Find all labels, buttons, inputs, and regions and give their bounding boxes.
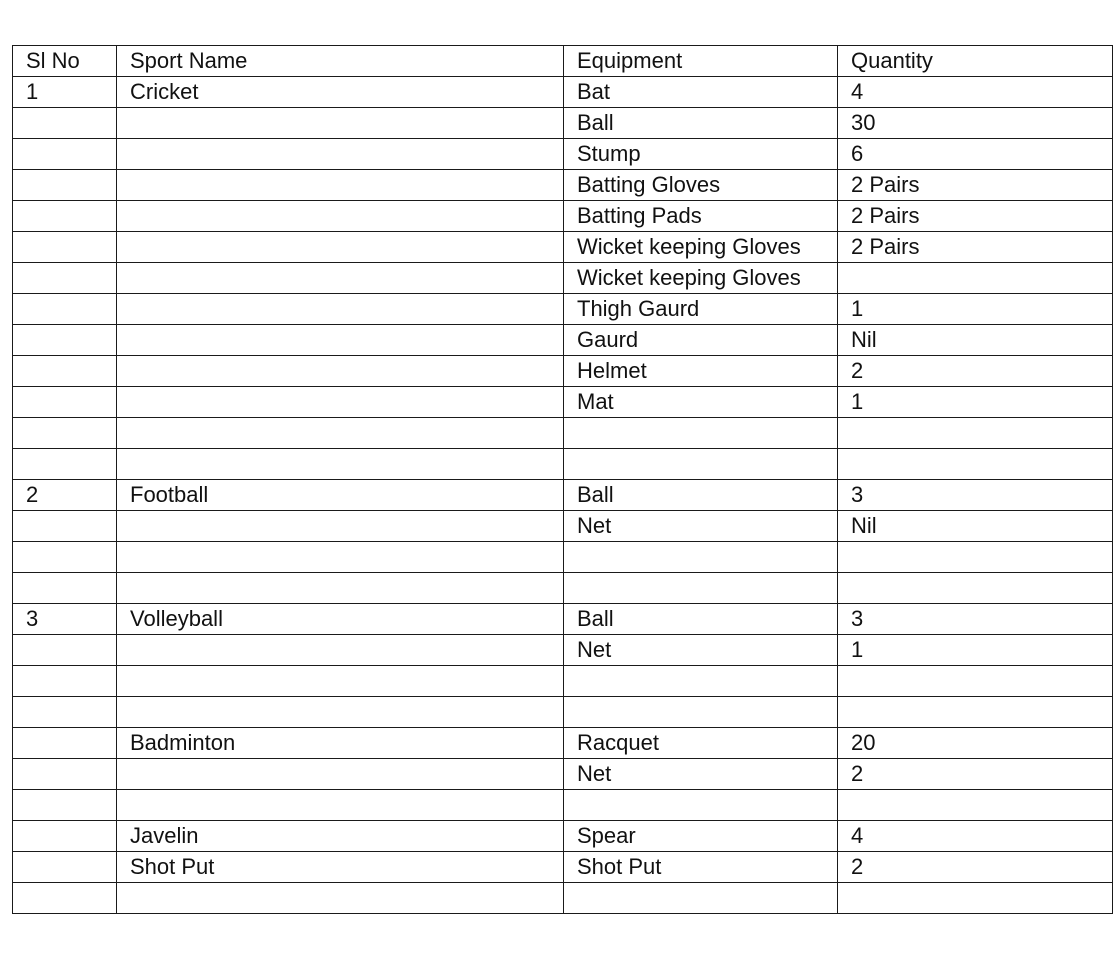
- cell-quantity: [838, 697, 1113, 728]
- cell-equipment: [564, 697, 838, 728]
- cell-sport-name: [117, 418, 564, 449]
- cell-sl-no: [13, 666, 117, 697]
- cell-equipment: Thigh Gaurd: [564, 294, 838, 325]
- equipment-sheet: [12, 45, 1113, 914]
- header-row: [13, 46, 1113, 77]
- cell-equipment: Wicket keeping Gloves: [564, 263, 838, 294]
- cell-sl-no: [13, 325, 117, 356]
- cell-quantity: 2 Pairs: [838, 232, 1113, 263]
- cell-equipment: Batting Gloves: [564, 170, 838, 201]
- cell-sport-name: [117, 790, 564, 821]
- cell-quantity: 3: [838, 604, 1113, 635]
- table-row: [13, 697, 1113, 728]
- cell-sl-no: [13, 418, 117, 449]
- table-body: [13, 77, 1113, 914]
- cell-quantity: 4: [838, 821, 1113, 852]
- cell-sl-no: [13, 511, 117, 542]
- cell-equipment: Racquet: [564, 728, 838, 759]
- table-row: [13, 170, 1113, 201]
- cell-quantity: 3: [838, 480, 1113, 511]
- cell-quantity: [838, 263, 1113, 294]
- table-row: [13, 480, 1113, 511]
- cell-quantity: 30: [838, 108, 1113, 139]
- header-sl-no: Sl No: [13, 46, 117, 77]
- cell-sport-name: [117, 201, 564, 232]
- cell-quantity: [838, 418, 1113, 449]
- cell-sl-no: [13, 449, 117, 480]
- cell-sl-no: [13, 201, 117, 232]
- cell-sl-no: [13, 573, 117, 604]
- cell-equipment: [564, 542, 838, 573]
- cell-sl-no: [13, 232, 117, 263]
- cell-sl-no: [13, 542, 117, 573]
- cell-quantity: 20: [838, 728, 1113, 759]
- cell-quantity: [838, 542, 1113, 573]
- cell-quantity: [838, 449, 1113, 480]
- cell-quantity: 4: [838, 77, 1113, 108]
- table-row: [13, 356, 1113, 387]
- table-row: [13, 294, 1113, 325]
- cell-sport-name: [117, 542, 564, 573]
- cell-sl-no: [13, 263, 117, 294]
- cell-sl-no: [13, 697, 117, 728]
- cell-sport-name: [117, 387, 564, 418]
- cell-sport-name: [117, 883, 564, 914]
- table-header: [13, 46, 1113, 77]
- cell-sport-name: [117, 170, 564, 201]
- cell-quantity: 2: [838, 852, 1113, 883]
- cell-sl-no: [13, 883, 117, 914]
- cell-sport-name: [117, 573, 564, 604]
- cell-equipment: Shot Put: [564, 852, 838, 883]
- cell-equipment: [564, 883, 838, 914]
- table-row: [13, 449, 1113, 480]
- cell-equipment: Wicket keeping Gloves: [564, 232, 838, 263]
- cell-sport-name: [117, 108, 564, 139]
- cell-sl-no: 1: [13, 77, 117, 108]
- cell-equipment: Mat: [564, 387, 838, 418]
- cell-equipment: Helmet: [564, 356, 838, 387]
- cell-sport-name: Football: [117, 480, 564, 511]
- cell-sport-name: Javelin: [117, 821, 564, 852]
- table-row: [13, 511, 1113, 542]
- table-row: [13, 759, 1113, 790]
- table-row: [13, 201, 1113, 232]
- table-row: [13, 325, 1113, 356]
- cell-quantity: [838, 573, 1113, 604]
- table-row: [13, 77, 1113, 108]
- cell-sl-no: [13, 852, 117, 883]
- cell-equipment: Bat: [564, 77, 838, 108]
- cell-sl-no: [13, 790, 117, 821]
- cell-quantity: 6: [838, 139, 1113, 170]
- equipment-table: [12, 45, 1113, 914]
- cell-sport-name: [117, 697, 564, 728]
- cell-equipment: Ball: [564, 604, 838, 635]
- cell-sl-no: [13, 139, 117, 170]
- table-row: [13, 387, 1113, 418]
- cell-sport-name: [117, 294, 564, 325]
- cell-equipment: Ball: [564, 480, 838, 511]
- table-row: [13, 232, 1113, 263]
- cell-quantity: 2 Pairs: [838, 170, 1113, 201]
- table-row: [13, 790, 1113, 821]
- table-row: [13, 821, 1113, 852]
- cell-sport-name: [117, 449, 564, 480]
- header-quantity: Quantity: [838, 46, 1113, 77]
- cell-equipment: Net: [564, 759, 838, 790]
- cell-equipment: [564, 418, 838, 449]
- table-row: [13, 263, 1113, 294]
- cell-sport-name: [117, 356, 564, 387]
- cell-sl-no: 2: [13, 480, 117, 511]
- table-row: [13, 666, 1113, 697]
- cell-quantity: Nil: [838, 511, 1113, 542]
- cell-sl-no: 3: [13, 604, 117, 635]
- cell-equipment: Net: [564, 635, 838, 666]
- cell-sl-no: [13, 170, 117, 201]
- table-row: [13, 604, 1113, 635]
- cell-sl-no: [13, 728, 117, 759]
- cell-sl-no: [13, 294, 117, 325]
- cell-equipment: Batting Pads: [564, 201, 838, 232]
- table-row: [13, 573, 1113, 604]
- table-row: [13, 139, 1113, 170]
- cell-quantity: 1: [838, 635, 1113, 666]
- cell-equipment: Net: [564, 511, 838, 542]
- cell-quantity: 1: [838, 294, 1113, 325]
- cell-quantity: 2 Pairs: [838, 201, 1113, 232]
- cell-equipment: [564, 790, 838, 821]
- cell-equipment: Gaurd: [564, 325, 838, 356]
- cell-quantity: Nil: [838, 325, 1113, 356]
- cell-quantity: [838, 883, 1113, 914]
- cell-quantity: 2: [838, 759, 1113, 790]
- table-row: [13, 418, 1113, 449]
- cell-equipment: [564, 449, 838, 480]
- header-equipment: Equipment: [564, 46, 838, 77]
- cell-sport-name: Volleyball: [117, 604, 564, 635]
- table-row: [13, 635, 1113, 666]
- header-sport-name: Sport Name: [117, 46, 564, 77]
- table-row: [13, 852, 1113, 883]
- cell-sl-no: [13, 821, 117, 852]
- cell-sport-name: Shot Put: [117, 852, 564, 883]
- cell-sl-no: [13, 356, 117, 387]
- cell-sl-no: [13, 759, 117, 790]
- table-row: [13, 883, 1113, 914]
- cell-sport-name: [117, 325, 564, 356]
- cell-sl-no: [13, 387, 117, 418]
- table-row: [13, 542, 1113, 573]
- cell-equipment: Spear: [564, 821, 838, 852]
- cell-sport-name: [117, 263, 564, 294]
- cell-equipment: [564, 666, 838, 697]
- cell-sport-name: [117, 666, 564, 697]
- cell-sport-name: [117, 139, 564, 170]
- cell-equipment: [564, 573, 838, 604]
- cell-quantity: [838, 790, 1113, 821]
- cell-sport-name: [117, 759, 564, 790]
- cell-equipment: Ball: [564, 108, 838, 139]
- cell-quantity: [838, 666, 1113, 697]
- cell-sport-name: [117, 232, 564, 263]
- cell-quantity: 1: [838, 387, 1113, 418]
- cell-sl-no: [13, 108, 117, 139]
- cell-quantity: 2: [838, 356, 1113, 387]
- cell-sport-name: Cricket: [117, 77, 564, 108]
- cell-sport-name: [117, 635, 564, 666]
- cell-equipment: Stump: [564, 139, 838, 170]
- table-row: [13, 728, 1113, 759]
- cell-sport-name: Badminton: [117, 728, 564, 759]
- cell-sl-no: [13, 635, 117, 666]
- cell-sport-name: [117, 511, 564, 542]
- table-row: [13, 108, 1113, 139]
